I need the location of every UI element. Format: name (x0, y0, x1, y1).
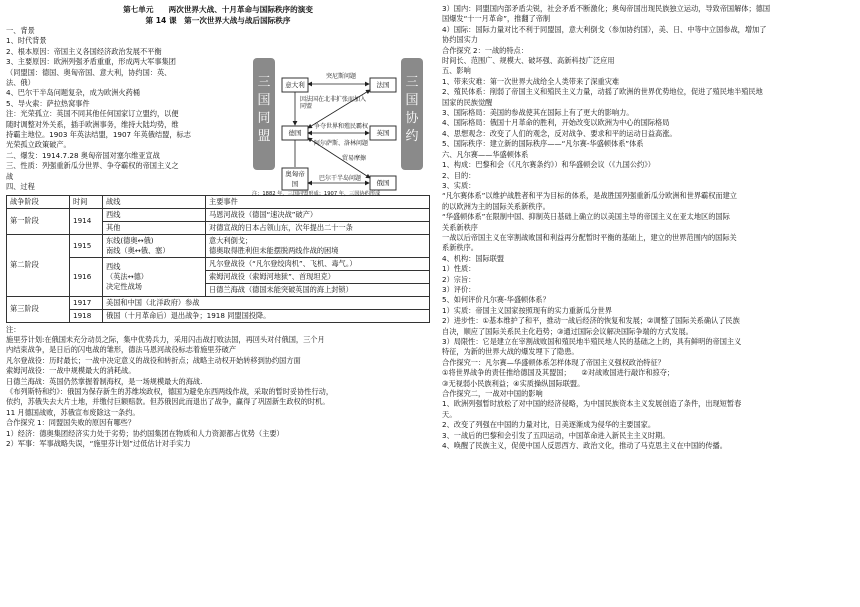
event-cell: 意大利倒戈； 德奥取得胜利但未能摆脱两线作战的困境 (206, 234, 430, 257)
text-line: 一、背景 (6, 26, 35, 35)
text-line: 自决，顺应了国际关系民主化趋势；③通过国际会议解决国际争端的方式发展。 (442, 326, 693, 336)
time-cell: 1914 (70, 208, 103, 234)
arrow-label-germany-russia: 贸易摩擦 (342, 155, 367, 162)
diagram-note: 注：1882 年，三国同盟形成；1907 年，三国协约形成 (252, 191, 381, 197)
text-line: 天。 (442, 409, 457, 419)
arrow-label-italy-france: 突尼斯问题 (325, 73, 356, 80)
text-line: 1）实质：帝国主义国家按照现有的实力重新瓜分世界 (442, 305, 612, 315)
event-cell: 对德宣战的日本占领山东，次年提出二十一条 (206, 221, 430, 234)
text-line: 一战以后帝国主义在宰割战败国和利益再分配暂时平衡的基础上，建立的世界范围内的国际关 (442, 232, 737, 242)
text-line: 1、带来灾难：第一次世界大战给全人类带来了深重灾难 (442, 76, 620, 86)
header-cell: 时间 (70, 195, 103, 208)
text-line: 时间长、范围广、规模大、破坏强、高新科技广泛应用 (442, 56, 615, 66)
war-process-table (6, 195, 430, 323)
triple-entente-label: 三国协约 (405, 75, 419, 144)
text-line: 持霸主地位。1903 年英法结盟，1907 年英俄结盟，标志 (6, 130, 191, 140)
text-line: 4）国际：国际力量对比不利于同盟国，意大利倒戈（参加协约国），美、日、中等中立国参战，增加了 (442, 24, 767, 34)
text-line: 法、俄） (6, 78, 35, 88)
text-line: 光荣孤立政策破产。 (6, 140, 71, 150)
node-france: 法国 (376, 81, 390, 89)
text-line: 施里芬计划:在俄国未充分动员之际，集中优势兵力，采用闪击战打败法国，再回头对付俄国，三个月 (6, 334, 325, 344)
text-line: 的以欧洲为主的国际关系新秩序。 (442, 201, 550, 211)
text-line: 注：光荣孤立：英国不同其他任何国家订立盟约，以便 (6, 109, 179, 119)
text-line: “华盛顿体系”在限制中国、抑制英日基础上确立的以美国主导的帝国主义在亚太地区的国际 (442, 212, 730, 222)
time-cell: 1915 (70, 234, 103, 257)
text-line: 3、主要原因：欧洲列强矛盾重重，形成两大军事集团 (6, 57, 176, 67)
background-section (6, 26, 254, 193)
stage-cell: 第二阶段 (7, 234, 70, 296)
text-line: 国爆发“十一月革命”，推翻了帝制 (442, 14, 551, 24)
text-line: 4、机构：国际联盟 (442, 253, 505, 263)
table-row (7, 309, 430, 322)
alliance-diagram-svg (252, 30, 424, 198)
text-line: 协约国实力 (442, 35, 478, 45)
node-austria: 奥匈帝国 (285, 170, 305, 188)
text-line: 系新秩序。 (442, 243, 478, 253)
text-line: 合作探究 2：一战的特点： (442, 45, 528, 55)
table-row (7, 296, 430, 309)
text-line: 凡尔登战役：历时最长；一战中决定意义的战役和转折点；战略主动权开始转移到协约国方面 (6, 355, 301, 365)
unit-title: 第七单元 两次世界大战、十月革命与国际秩序的演变 (123, 5, 313, 14)
table-row (7, 208, 430, 221)
header-cell: 战争阶段 (7, 195, 70, 208)
text-line: 2）军事：军事战略失误，“施里芬计划”过低估计对手实力 (6, 438, 191, 448)
text-line: 日德兰海战：英国仍然掌握着制海权，是一场规模最大的海战. (6, 376, 203, 386)
text-line: 2、殖民体系：削弱了帝国主义和殖民主义力量，动摇了欧洲的世界优势地位，促进了殖民地半殖民地 (442, 87, 763, 97)
arrow-label-austria-russia: 巴尔干半岛问题 (318, 175, 361, 182)
text-line: 二、爆发：1914.7.28 奥匈帝国对塞尔维亚宣战 (6, 150, 160, 160)
text-line: 5、如何评价凡尔赛-华盛顿体系？ (442, 295, 550, 305)
event-cell: 马恩河战役（德国“速决战”破产） (206, 208, 430, 221)
time-cell: 1916 (70, 257, 103, 296)
text-line: 2）宗旨： (442, 274, 476, 284)
text-line: 1）性质： (442, 264, 476, 274)
triple-alliance-label: 三国同盟 (257, 75, 271, 144)
header-cell: 战线 (103, 195, 206, 208)
text-line: 依约，苏俄失去大片土地，并缴付巨额赔款。但苏俄因此而退出了战争，赢得了巩固新生政权的时机。 (6, 397, 330, 407)
text-line: 随时调整对外关系，插手欧洲事务，维持大陆均势，维 (6, 119, 179, 129)
event-cell: 日德兰海战（德国未能突破英国的海上封锁） (206, 283, 430, 296)
text-line: 四、过程 (6, 182, 35, 192)
text-line: 2）进步性：①基本维护了和平，推动一战后经济的恢复和发展；②调整了国际关系确认了民族 (442, 316, 740, 326)
text-line: 索姆河战役：一战中规模最大的消耗战。 (6, 366, 136, 376)
text-line: 合作探究一：凡尔赛—华盛顿体系怎样体现了帝国主义强权政治特征？ (442, 357, 665, 367)
text-line: 3、一战后的巴黎和会引发了五四运动，中国革命进入新民主主义时期。 (442, 430, 670, 440)
front-cell: 西线 （英法↔德） 决定性战场 (103, 257, 206, 296)
text-line: 五、影响 (442, 66, 471, 76)
header-cell: 主要事件 (206, 195, 430, 208)
right-column (442, 4, 854, 451)
time-cell: 1917 (70, 296, 103, 309)
node-russia: 俄国 (376, 179, 390, 187)
text-line: 2、根本原因：帝国主义各国经济政治发展不平衡 (6, 46, 162, 56)
text-line: 六、凡尔赛——华盛顿体系 (442, 149, 529, 159)
table-row (7, 257, 430, 270)
text-line: 1、欧洲列强暂时放松了对中国的经济侵略，为中国民族资本主义发展创造了条件，出现短暂春 (442, 399, 742, 409)
text-line: 三、性质：列强重新瓜分世界、争夺霸权的帝国主义之 (6, 161, 179, 171)
text-line: 4、国际格局：俄国十月革命的胜利，开始改变以欧洲为中心的国际格局 (442, 118, 670, 128)
text-line: 5、导火索：萨拉热窝事件 (6, 98, 90, 108)
text-line: 内结束战争，是日后的闪电战的雏形，德法马恩河战役标志着施里芬破产 (6, 345, 237, 355)
text-line: 战 (6, 171, 14, 181)
text-line: 注： (6, 324, 21, 334)
text-line: 特征，为新的世界大战的爆发埋下了隐患。 (442, 347, 579, 357)
text-line: 1、构成：巴黎和会（《凡尔赛条约》）和华盛顿会议（《九国公约》） (442, 160, 655, 170)
text-line: 4、唤醒了民族主义，促使中国人反思西方、政治文化，推动了马克思主义在中国的传播。 (442, 441, 727, 451)
text-line: 关系新秩序 (442, 222, 478, 232)
text-line: 3、国际格局：美国的参战使其在国际上有了更大的影响力。 (442, 108, 634, 118)
event-cell: 美国和中国（北洋政府）参战 (103, 296, 430, 309)
notes-section (6, 325, 430, 450)
text-line: 4、思想观念：改变了人们的观念，反对战争、要求和平的运动日益高涨。 (442, 128, 677, 138)
text-line: ③无视弱小民族利益；④实质操纵国际联盟。 (442, 378, 585, 388)
text-line: 5、国际秩序：建立新的国际秩序——“凡尔赛-华盛顿体系”体系 (442, 139, 644, 149)
event-cell: 凡尔登战役（“凡尔登绞肉机”、飞机、毒气。） (206, 257, 430, 270)
front-cell: 东线(德奥↔俄) 南线（奥↔俄、塞） (103, 234, 206, 257)
front-cell: 其他 (103, 221, 206, 234)
text-line: 3）国内：同盟国内部矛盾尖锐，社会矛盾不断激化；奥匈帝国出现民族独立运动，导致帝国解体；德国 (442, 4, 771, 13)
text-line: 1、时代背景 (6, 36, 47, 46)
text-line: “凡尔赛体系”以维护战胜者和平为目标的体系，是战胜国列强重新瓜分欧洲和世界霸权而建立 (442, 191, 737, 201)
text-line: 合作探究 1：同盟国失败的原因有哪些？ (6, 418, 136, 428)
text-line: 3）评价： (442, 284, 476, 294)
text-line: 《布列斯特和约》：俄国为保存新生的苏维埃政权，德国为避免东西两线作战，采取的暂时妥协性行动， (6, 386, 334, 396)
arrow-label-italy-germany: 因法国在北非扩张而加入同盟 (300, 96, 367, 110)
text-line: 合作探究二，一战对中国的影响 (442, 389, 543, 399)
text-line: 2、目的： (442, 170, 476, 180)
table-row (7, 234, 430, 257)
text-line: 2、改变了列强在中国的力量对比，日美逐渐成为侵华的主要国家。 (442, 420, 656, 430)
lesson-title: 第 14 课 第一次世界大战与战后国际秩序 (145, 16, 291, 25)
node-germany: 德国 (288, 129, 302, 137)
time-cell: 1918 (70, 309, 103, 322)
front-cell: 西线 (103, 208, 206, 221)
text-line: （同盟国：德国、奥匈帝国、意大利，协约国：英、 (6, 67, 172, 77)
text-line: 3）局限性：它是建立在宰割战败国和殖民地半殖民地人民的基础之上的，具有鲜明的帝国主义 (442, 337, 742, 346)
text-line: ①将世界战争的责任推给德国及其盟国； ②对战败国进行敲诈和掠夺； (442, 368, 675, 378)
text-line: 1）经济：德奥集团经济实力处于劣势；协约国集团在物质和人力资源都占优势（主要） (6, 428, 284, 438)
event-cell: 索姆河战役（索姆河地狱”、首现坦克） (206, 270, 430, 283)
arrow-label-germany-britain: 争夺世界和殖民霸权 (313, 123, 368, 130)
alliance-diagram (252, 30, 424, 198)
stage-cell: 第三阶段 (7, 296, 70, 322)
event-cell: 俄国（十月革命后）退出战争；1918 同盟国投降。 (103, 309, 430, 322)
arrow-label-germany-france: 阿尔萨斯、洛林问题 (314, 140, 369, 147)
node-britain: 英国 (376, 129, 390, 137)
stage-cell: 第一阶段 (7, 208, 70, 234)
text-line: 3、实质： (442, 180, 476, 190)
node-italy: 意大利 (285, 81, 305, 89)
text-line: 11 月德国战败，苏俄宣布废除这一条约。 (6, 407, 140, 417)
text-line: 4、巴尔干半岛问题复杂，成为欧洲火药桶 (6, 88, 140, 98)
text-line: 国家的民族觉醒 (442, 97, 493, 107)
